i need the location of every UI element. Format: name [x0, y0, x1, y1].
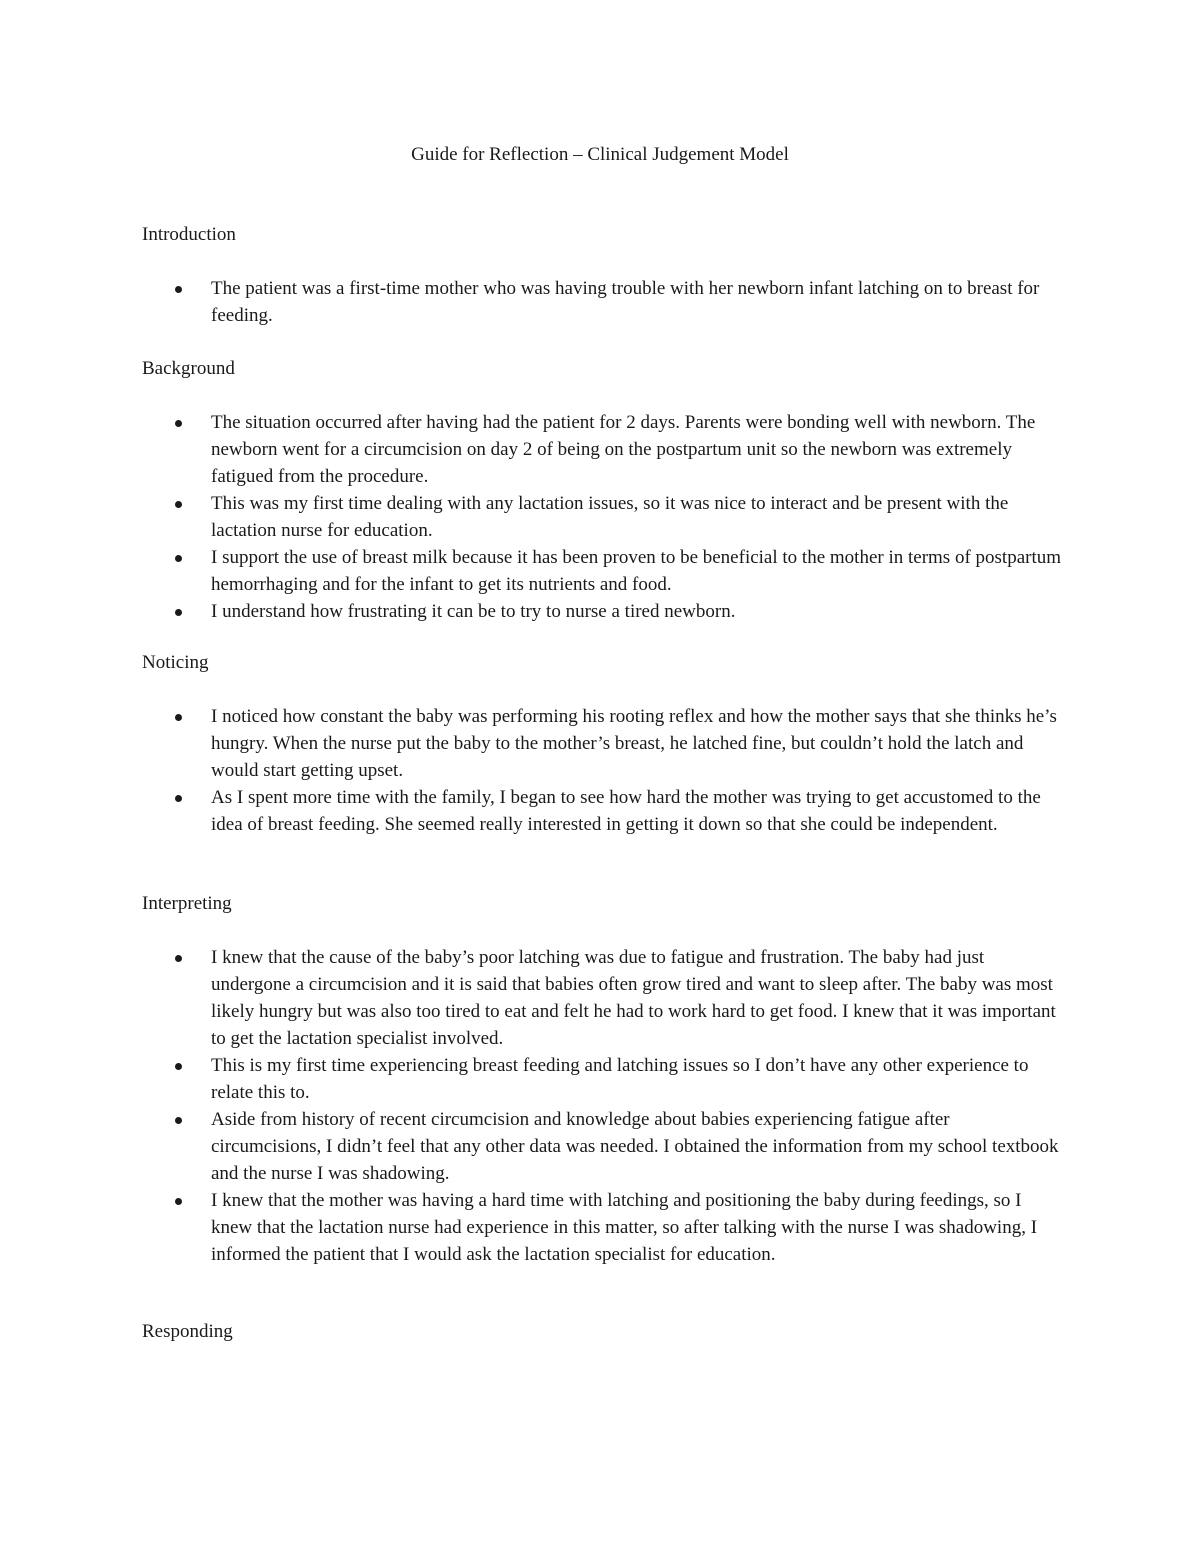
- bullet-icon: [175, 286, 182, 293]
- list-item: [0, 1106, 1061, 1187]
- list-item: [0, 275, 1061, 329]
- bullet-icon: [175, 420, 182, 427]
- bullet-icon: [175, 955, 182, 962]
- list-item: [0, 1187, 1061, 1268]
- bullet-icon: [175, 1117, 182, 1124]
- bullet-icon: [175, 609, 182, 616]
- noticing-list: [0, 703, 1061, 838]
- interpreting-list: [0, 944, 1061, 1268]
- section-heading-introduction: Introduction: [142, 224, 236, 245]
- list-item: [0, 1052, 1061, 1106]
- list-item: [0, 490, 1061, 544]
- list-item-text: This was my first time dealing with any lactation issues, so it was nice to interact and be present with the lactation nurse for education.: [211, 493, 1009, 541]
- list-item-text: I knew that the mother was having a hard time with latching and positioning the baby during feedings, so I knew that the lactation nurse had experience in this matter, so after talking with the nurse I was shadowing, I informed the patient that I would ask the lactation specialist for education.: [211, 1190, 1038, 1265]
- list-item-text: I understand how frustrating it can be to try to nurse a tired newborn.: [211, 601, 736, 622]
- section-heading-background: Background: [142, 358, 235, 379]
- list-item: [0, 944, 1061, 1052]
- list-item: [0, 409, 1061, 490]
- list-item-text: I support the use of breast milk because it has been proven to be beneficial to the mother in terms of postpartum hemorrhaging and for the infant to get its nutrients and food.: [211, 547, 1062, 595]
- background-list: [0, 409, 1061, 625]
- list-item-text: This is my first time experiencing breast feeding and latching issues so I don’t have any other experience to relate this to.: [211, 1055, 1029, 1103]
- list-item-text: I noticed how constant the baby was performing his rooting reflex and how the mother says that she thinks he’s hungry. When the nurse put the baby to the mother’s breast, he latched fine, but couldn’t hold the latch and would start getting upset.: [211, 706, 1057, 781]
- list-item-text: The patient was a first-time mother who was having trouble with her newborn infant latching on to breast for feeding.: [211, 278, 1040, 326]
- list-item: [0, 598, 1061, 625]
- list-item-text: Aside from history of recent circumcision and knowledge about babies experiencing fatigue after circumcisions, I didn’t feel that any other data was needed. I obtained the information from my school textbook and the nurse I was shadowing.: [211, 1109, 1059, 1184]
- bullet-icon: [175, 1063, 182, 1070]
- bullet-icon: [175, 555, 182, 562]
- bullet-icon: [175, 714, 182, 721]
- list-item: [0, 544, 1061, 598]
- section-heading-noticing: Noticing: [142, 652, 209, 673]
- section-heading-interpreting: Interpreting: [142, 893, 232, 914]
- list-item: [0, 703, 1061, 784]
- bullet-icon: [175, 1198, 182, 1205]
- section-heading-responding: Responding: [142, 1321, 233, 1342]
- bullet-icon: [175, 795, 182, 802]
- introduction-list: [0, 275, 1061, 329]
- list-item-text: The situation occurred after having had the patient for 2 days. Parents were bonding well with newborn. The newborn went for a circumcision on day 2 of being on the postpartum unit so the newborn was extremely fatigued from the procedure.: [211, 412, 1036, 487]
- list-item-text: I knew that the cause of the baby’s poor latching was due to fatigue and frustration. The baby had just undergone a circumcision and it is said that babies often grow tired and want to sleep after. The baby was most likely hungry but was also too tired to eat and felt he had to work hard to get food. I knew that it was important to get the lactation specialist involved.: [211, 947, 1056, 1049]
- document-title: Guide for Reflection – Clinical Judgement Model: [411, 144, 789, 165]
- list-item-text: As I spent more time with the family, I began to see how hard the mother was trying to get accustomed to the idea of breast feeding. She seemed really interested in getting it down so that she could be independent.: [211, 787, 1041, 835]
- bullet-icon: [175, 501, 182, 508]
- list-item: [0, 784, 1061, 838]
